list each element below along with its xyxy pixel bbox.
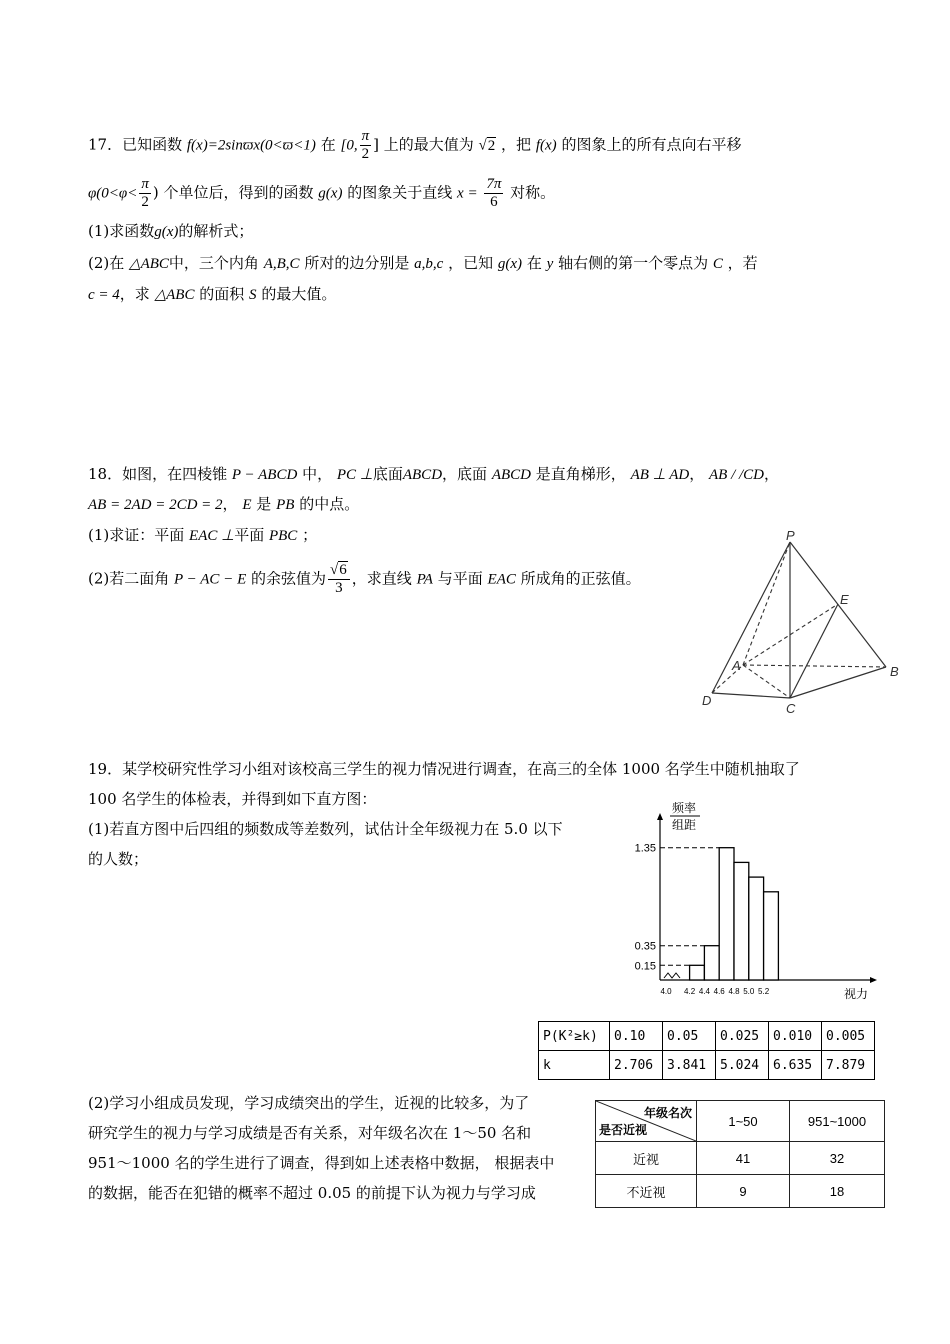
x-tick-label: 4.2: [684, 987, 696, 996]
q18-text: ；: [302, 526, 318, 544]
q17-sqrt2: √2: [478, 137, 496, 154]
frac-num: [328, 562, 350, 580]
sqrt: √6: [330, 562, 347, 578]
label-E: E: [840, 592, 849, 607]
header-rank: 年级名次: [643, 1106, 692, 1120]
q17-interval: [0,: [340, 137, 358, 154]
q18-text: 是直角梯形，: [535, 465, 626, 483]
q17-text: ，若: [727, 254, 758, 272]
q17-part2-cont: [88, 283, 336, 306]
q19-part1-line2: 的人数；: [88, 850, 149, 868]
q18-text: (1)求证：平面: [88, 526, 185, 544]
q17-part1: [88, 220, 253, 243]
histogram: [620, 798, 885, 1008]
q18-base: ABCD: [402, 467, 443, 483]
table-cell: 32: [790, 1142, 885, 1175]
frac-den: 3: [335, 580, 343, 596]
y-tick-label: 0.15: [634, 960, 656, 973]
q17-text: 在: [320, 135, 336, 154]
table-cell: 0.10: [610, 1022, 663, 1051]
q18-line2: [88, 493, 359, 516]
q17-text: 在: [526, 254, 542, 272]
q17-text: 个单位后，得到的函数: [163, 183, 314, 202]
q17-line2: [88, 176, 555, 211]
frac-den: 2: [141, 194, 149, 210]
q18-pyramid: P − ABCD: [231, 467, 298, 483]
q17-frac-7pi6: [484, 176, 503, 211]
diagonal-header: [596, 1101, 697, 1142]
q18-pc-perp: PC ⊥: [336, 467, 373, 483]
q18-plane-eac: EAC: [487, 571, 516, 588]
axis-break: [664, 973, 680, 978]
sqrt-radicand: 6: [339, 562, 347, 578]
q18-PA: PA: [416, 571, 433, 588]
table-row: [596, 1175, 885, 1208]
q17-gx: g(x): [318, 185, 343, 202]
x-axis-arrow: [870, 977, 877, 983]
q18-text: 中，: [302, 465, 333, 483]
frac-den: 6: [490, 194, 498, 210]
q18-text: 是: [256, 495, 272, 513]
q19-line2: 100 名学生的体检表，并得到如下直方图：: [88, 790, 377, 808]
q18-line1: [88, 463, 779, 486]
q18-ab-perp-ad: AB ⊥ AD: [630, 467, 690, 483]
q18-text: 的中点。: [299, 495, 360, 513]
q18-eac: EAC ⊥: [189, 528, 235, 544]
q17-text: ，把: [501, 135, 532, 154]
q17-part2: [88, 252, 758, 275]
q18-text: 底面: [372, 465, 403, 483]
q17-text: 所对的边分别是: [304, 254, 410, 272]
q17-interval-close: ]: [373, 135, 379, 154]
x-tick-label: 5.0: [743, 987, 755, 996]
label-C: C: [786, 701, 796, 716]
q17-sides: a,b,c: [414, 256, 444, 272]
q18-text: 18．如图，在四棱锥: [88, 465, 228, 483]
frac-num: π: [141, 176, 149, 192]
table-row: [539, 1051, 875, 1080]
frac-num: π: [361, 128, 370, 144]
q18-base: ABCD: [491, 467, 531, 483]
q18-text: 所成角的正弦值。: [520, 569, 641, 588]
q17-text: 的图象上的所有点向右平移: [561, 135, 742, 154]
table-cell: 0.05: [663, 1022, 716, 1051]
x-tick-label: 4.4: [698, 987, 710, 996]
x-tick-label: 4.6: [713, 987, 725, 996]
table-cell: 0.010: [769, 1022, 822, 1051]
frac-num: 7π: [486, 176, 502, 192]
q18-text: ，底面: [442, 465, 488, 483]
y-label-bottom: 组距: [672, 818, 697, 832]
histogram-bar: [690, 965, 705, 980]
histogram-bar: [704, 946, 719, 980]
frac-den: 2: [361, 146, 370, 162]
histogram-bar: [734, 862, 749, 980]
row-label: 近视: [596, 1142, 697, 1175]
x-tick-label: 5.2: [758, 987, 770, 996]
label-P: P: [786, 528, 795, 543]
table-cell: 7.879: [822, 1051, 875, 1080]
edge-AC: [743, 665, 790, 698]
q17-phi: φ(0<φ<: [88, 185, 138, 202]
q18-ab-par-cd: AB / /CD: [709, 467, 764, 483]
q17-c-eq: c = 4: [88, 287, 120, 303]
q17-text: ，已知: [448, 254, 494, 272]
table-cell: 0.025: [716, 1022, 769, 1051]
edge-CE: [790, 604, 838, 698]
row-label: 不近视: [596, 1175, 697, 1208]
label-D: D: [702, 693, 712, 708]
table-cell: 41: [697, 1142, 790, 1175]
column-header: 951~1000: [790, 1101, 885, 1142]
y-tick-label: 1.35: [634, 842, 656, 855]
q18-text: (2)若二面角: [88, 569, 170, 588]
q19-part2-line4: 的数据，能否在犯错的概率不超过 0.05 的前提下认为视力与学习成: [88, 1184, 536, 1202]
row-label: k: [539, 1051, 610, 1080]
sqrt-radicand: 2: [487, 137, 496, 154]
edge-DC: [712, 693, 790, 698]
q18-part2: [88, 562, 641, 597]
q19-part2-line1: (2)学习小组成员发现，学习成绩突出的学生，近视的比较多，为了: [88, 1094, 530, 1112]
critical-value-table: [538, 1021, 875, 1080]
histogram-bar: [764, 892, 779, 980]
table-cell: 18: [790, 1175, 885, 1208]
q17-triangle: △ABC: [129, 256, 169, 272]
edge-AP: [743, 542, 790, 665]
y-tick-label: 0.35: [634, 940, 656, 953]
q18-text: ，: [222, 495, 238, 513]
q17-text: (1)求函数: [88, 222, 155, 240]
q18-text: 平面: [234, 526, 265, 544]
q17-gx: g(x): [154, 224, 179, 240]
q18-pbc: PBC: [268, 528, 298, 544]
header-myopia: 是否近视: [599, 1123, 648, 1137]
table-cell: 6.635: [769, 1051, 822, 1080]
q17-text: 中，三个内角: [168, 254, 259, 272]
table-cell: 5.024: [716, 1051, 769, 1080]
q19-line1: 19．某学校研究性学习小组对该校高三学生的视力情况进行调查，在高三的全体 1000 名学生中随机抽取了: [88, 760, 800, 778]
q18-text: ，: [689, 465, 705, 483]
bars: [690, 848, 779, 980]
q17-text: ，求: [119, 285, 150, 303]
table-row: [539, 1022, 875, 1051]
x-label: 视力: [844, 987, 869, 1001]
q17-phi-close: ): [152, 183, 159, 202]
table-cell: 0.005: [822, 1022, 875, 1051]
y-label-top: 频率: [672, 801, 697, 815]
table-cell: 3.841: [663, 1051, 716, 1080]
myopia-table: [595, 1100, 885, 1208]
column-header: 1~50: [697, 1101, 790, 1142]
q17-frac-pi2: [360, 128, 372, 163]
q17-C: C: [712, 256, 723, 272]
table-cell: 2.706: [610, 1051, 663, 1080]
histogram-bar: [749, 877, 764, 980]
q17-text: (2)在: [88, 254, 125, 272]
table-cell: 9: [697, 1175, 790, 1208]
q17-S: S: [249, 287, 257, 303]
q17-text: 的最大值。: [261, 285, 337, 303]
q17-text: 的面积: [199, 285, 245, 303]
q17-y: y: [546, 256, 554, 272]
q17-text: 17．已知函数: [88, 135, 183, 154]
q17-x-eq: x =: [457, 185, 478, 202]
q19-part1-line1: (1)若直方图中后四组的频数成等差数列，试估计全年级视力在 5.0 以下: [88, 820, 563, 838]
q19-part2-line2: 研究学生的视力与学习成绩是否有关系，对年级名次在 1～50 名和: [88, 1124, 532, 1142]
edge-CB: [790, 667, 886, 698]
row-label: P(K²≥k): [539, 1022, 610, 1051]
q18-text: 的余弦值为: [251, 569, 327, 588]
q18-lengths: AB = 2AD = 2CD = 2: [88, 497, 223, 513]
q18-frac-root6-3: [328, 562, 350, 597]
q17-frac-pi2b: [139, 176, 151, 211]
q17-line1: [88, 128, 741, 163]
q17-fx: f(x): [535, 137, 557, 154]
q18-dihedral: P − AC − E: [174, 571, 247, 588]
q18-E: E: [242, 497, 252, 513]
q17-text: 对称。: [510, 183, 556, 202]
q18-text: 与平面: [437, 569, 483, 588]
q19-part2-line3: 951～1000 名的学生进行了调查，得到如上述表格中数据， 根据表中: [88, 1154, 555, 1172]
table-header-row: [596, 1101, 885, 1142]
histogram-bar: [719, 848, 734, 980]
q17-text: 轴右侧的第一个零点为: [558, 254, 709, 272]
q17-text: 的解析式；: [178, 222, 254, 240]
q18-part1: [88, 524, 317, 547]
x-tick-label: 4.8: [728, 987, 740, 996]
x-tick-label: 4.0: [660, 987, 672, 996]
q17-angles: A,B,C: [263, 256, 300, 272]
q17-text: 上的最大值为: [383, 135, 474, 154]
q17-text: 的图象关于直线: [347, 183, 453, 202]
label-A: A: [732, 658, 741, 673]
q17-triangle: △ABC: [154, 287, 195, 303]
y-axis-arrow: [657, 813, 663, 820]
label-B: B: [890, 664, 899, 679]
q18-text: ，求直线: [351, 569, 412, 588]
q17-gx: g(x): [497, 256, 523, 272]
pyramid-figure: [690, 528, 915, 718]
q17-function: f(x)=2sinϖx(0<ϖ<1): [186, 137, 316, 154]
table-row: [596, 1142, 885, 1175]
edge-AB: [743, 665, 886, 667]
q18-text: ，: [764, 465, 780, 483]
q18-PB: PB: [276, 497, 295, 513]
